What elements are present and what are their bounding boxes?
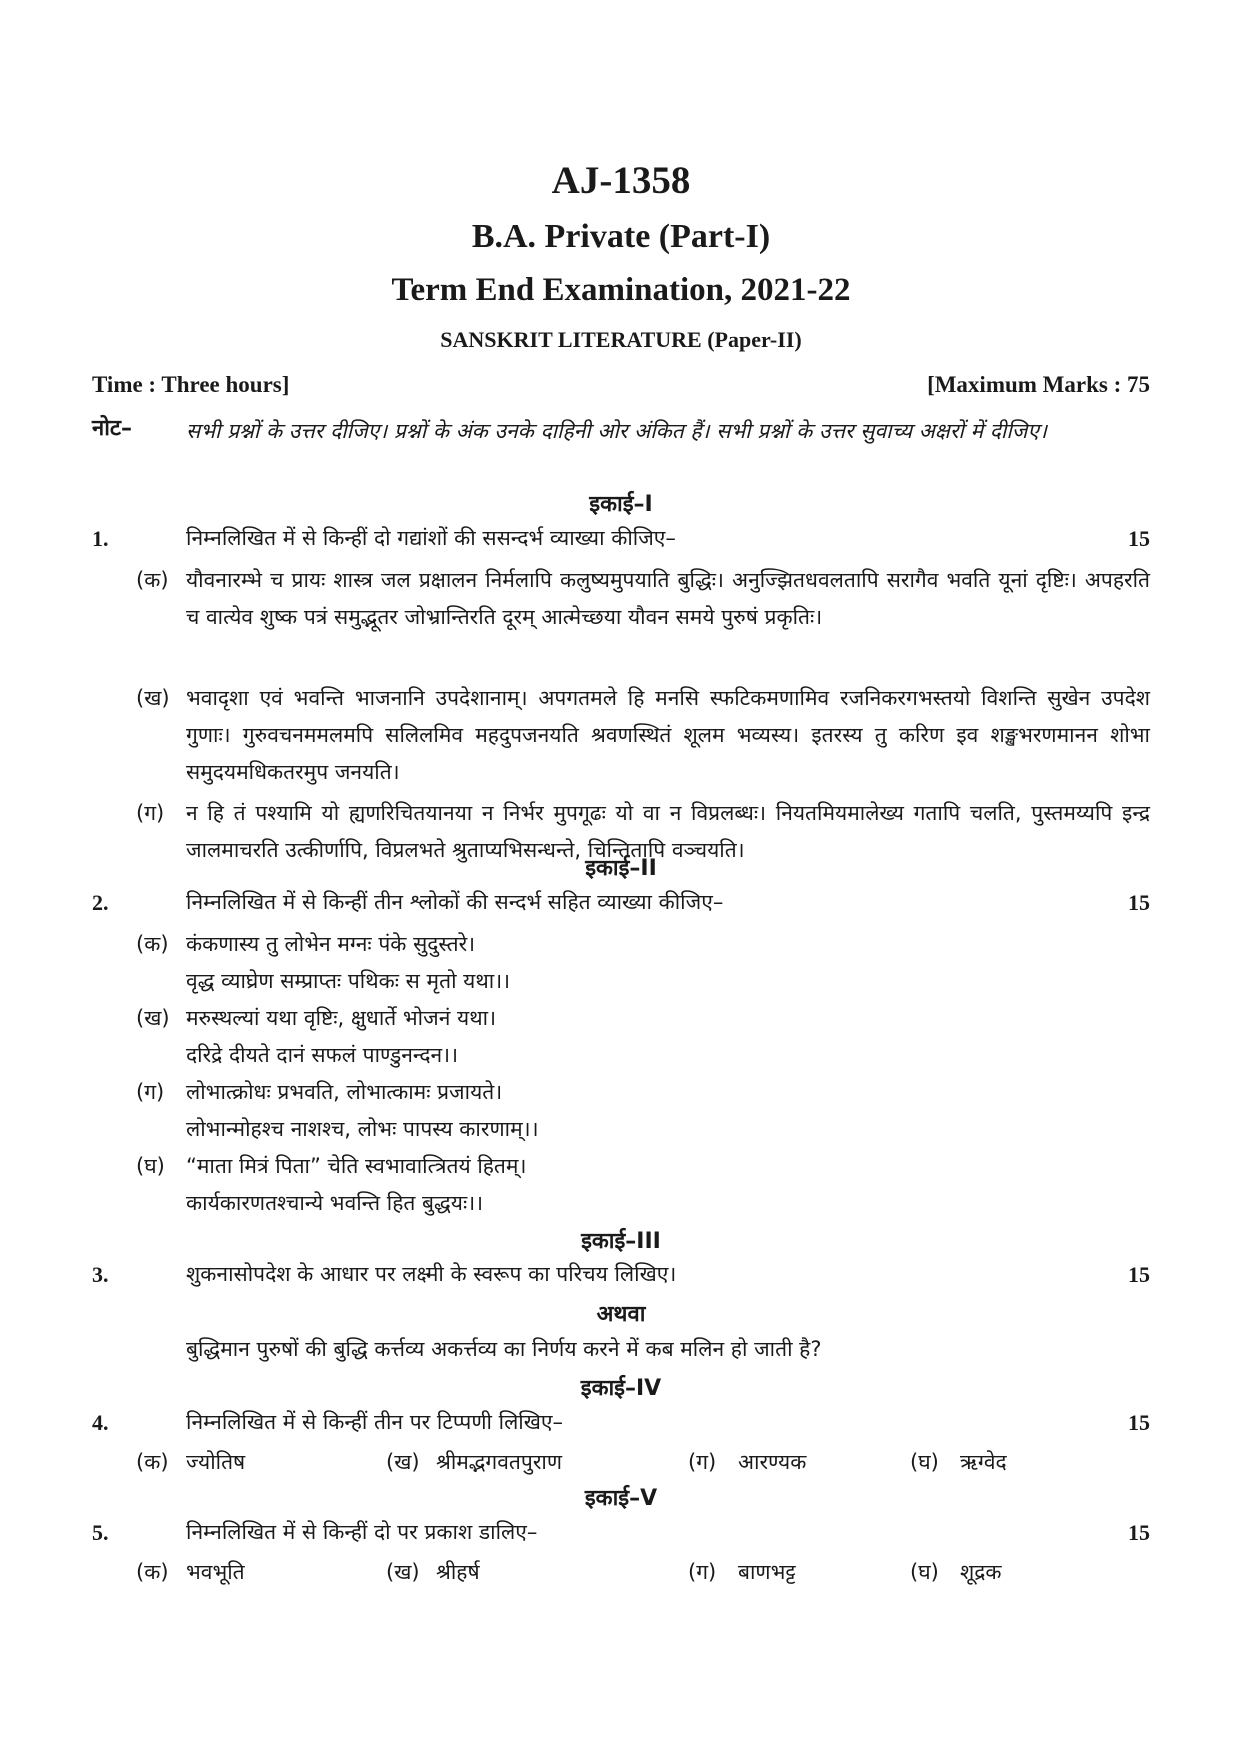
verse-line: “माता मित्रं पिता” चेति स्वभावात्त्रितयं हितम्। bbox=[186, 1154, 527, 1178]
question-marks-3: 15 bbox=[1128, 1262, 1150, 1287]
part-label: (ख) bbox=[136, 1006, 170, 1030]
note-label: नोट– bbox=[92, 416, 132, 441]
verse-line: दरिद्रे दीयते दानं सफलं पाण्डुनन्दन।। bbox=[186, 1043, 459, 1067]
option-label: (क) bbox=[136, 1560, 169, 1584]
option-label: (क) bbox=[136, 1450, 169, 1474]
option-label: (घ) bbox=[910, 1560, 939, 1584]
part-label: (क) bbox=[136, 932, 169, 956]
part-label: (घ) bbox=[136, 1154, 165, 1178]
paper-code: AJ-1358 bbox=[551, 159, 691, 202]
passage-text: न हि तं पश्यामि यो ह्यणरिचितयानया न निर्भर मुपगूढः यो वा न विप्रलब्धः। नियतमियमालेख्य गतापि चलति, पुस्तमय्यपि इन्द्र जालमाचरति उत्कीर्णापि, विप्रलभते श्रुताप्यभिसन्धन्ते, चिन्तितापि वञ्चयति। bbox=[186, 801, 1150, 862]
unit-heading-2: इकाई–II bbox=[585, 856, 657, 881]
note-text: सभी प्रश्नों के उत्तर दीजिए। प्रश्नों के अंक उनके दाहिनी ओर अंकित हैं। सभी प्रश्नों के उत्तर सुवाच्य अक्षरों में दीजिए। bbox=[186, 419, 1047, 443]
option-text: ऋग्वेद bbox=[960, 1450, 1007, 1474]
option-text: आरण्यक bbox=[738, 1450, 807, 1474]
option-label: (घ) bbox=[910, 1450, 939, 1474]
question-text-4: निम्नलिखित में से किन्हीं तीन पर टिप्पणी लिखिए– bbox=[186, 1410, 564, 1434]
course-title: B.A. Private (Part-I) bbox=[471, 218, 771, 255]
option-label: (ख) bbox=[386, 1450, 420, 1474]
option-text: श्रीहर्ष bbox=[436, 1560, 480, 1584]
exam-title: Term End Examination, 2021-22 bbox=[391, 272, 851, 308]
option-text: बाणभट्ट bbox=[738, 1560, 796, 1584]
verse-line: कंकणास्य तु लोभेन मग्नः पंके सुदुस्तरे। bbox=[186, 932, 476, 956]
question-text-3: शुकनासोपदेश के आधार पर लक्ष्मी के स्वरूप का परिचय लिखिए। bbox=[186, 1262, 677, 1286]
option-text: ज्योतिष bbox=[186, 1450, 246, 1474]
part-label: (ग) bbox=[136, 801, 165, 825]
question-marks-4: 15 bbox=[1128, 1410, 1150, 1435]
question-text-2: निम्नलिखित में से किन्हीं तीन श्लोकों की सन्दर्भ सहित व्याख्या कीजिए– bbox=[186, 890, 724, 914]
question-marks-5: 15 bbox=[1128, 1520, 1150, 1545]
option-text: भवभूति bbox=[186, 1560, 245, 1584]
question-number-4: 4. bbox=[92, 1410, 109, 1435]
maximum-marks: [Maximum Marks : 75 bbox=[927, 372, 1150, 397]
unit-heading-1: इकाई–I bbox=[589, 492, 653, 517]
part-label: (क) bbox=[136, 568, 169, 592]
question-number-5: 5. bbox=[92, 1520, 109, 1545]
option-text: शूद्रक bbox=[960, 1560, 1002, 1584]
question-number-2: 2. bbox=[92, 890, 109, 915]
unit-heading-4: इकाई–IV bbox=[580, 1376, 662, 1401]
part-label: (ग) bbox=[136, 1080, 165, 1104]
option-label: (ख) bbox=[386, 1560, 420, 1584]
part-label: (ख) bbox=[136, 686, 170, 710]
verse-line: लोभान्मोहश्च नाशश्च, लोभः पापस्य कारणाम्।। bbox=[186, 1117, 539, 1141]
subject-title: SANSKRIT LITERATURE (Paper-II) bbox=[440, 327, 802, 352]
verse-line: कार्यकारणतश्चान्ये भवन्ति हित बुद्धयः।। bbox=[186, 1191, 484, 1215]
question-number-1: 1. bbox=[92, 526, 109, 551]
passage-text: भवादृशा एवं भवन्ति भाजनानि उपदेशानाम्। अपगतमले हि मनसि स्फटिकमणामिव रजनिकरगभस्तयो विशन्ति सुखेन उपदेश गुणाः। गुरुवचनममलमपि सलिलमिव महदुपजनयति श्रवणस्थितं शूलम भव्यस्य। इतरस्य तु करिण इव शङ्खभरणमानन शोभा समुदयमधिकतरमुप जनयति। bbox=[186, 686, 1150, 784]
question-marks-1: 15 bbox=[1128, 526, 1150, 551]
time-allowed: Time : Three hours] bbox=[92, 372, 290, 397]
option-label: (ग) bbox=[688, 1560, 717, 1584]
option-text: श्रीमद्भगवतपुराण bbox=[436, 1450, 563, 1474]
verse-line: मरुस्थल्यां यथा वृष्टिः, क्षुधार्ते भोजनं यथा। bbox=[186, 1006, 497, 1030]
question-marks-2: 15 bbox=[1128, 890, 1150, 915]
verse-line: वृद्ध व्याघ्रेण सम्प्राप्तः पथिकः स मृतो यथा।। bbox=[186, 969, 511, 993]
alternate-question-text: बुद्धिमान पुरुषों की बुद्धि कर्त्तव्य अकर्त्तव्य का निर्णय करने में कब मलिन हो जाती है? bbox=[186, 1337, 822, 1361]
verse-line: लोभात्क्रोधः प्रभवति, लोभात्कामः प्रजायते। bbox=[186, 1080, 503, 1104]
question-text-5: निम्नलिखित में से किन्हीं दो पर प्रकाश डालिए– bbox=[186, 1520, 538, 1544]
or-divider: अथवा bbox=[596, 1302, 646, 1327]
option-label: (ग) bbox=[688, 1450, 717, 1474]
passage-text: यौवनारम्भे च प्रायः शास्त्र जल प्रक्षालन निर्मलापि कलुष्यमुपयाति बुद्धिः। अनुज्झितधवलतापि सरागैव भवति यूनां दृष्टिः। अपहरति च वात्येव शुष्क पत्रं समुद्भूतर जोभ्रान्तिरति दूरम् आत्मेच्छया यौवन समये पुरुषं प्रकृतिः। bbox=[186, 568, 1150, 629]
question-text-1: निम्नलिखित में से किन्हीं दो गद्यांशों की ससन्दर्भ व्याख्या कीजिए– bbox=[186, 526, 676, 550]
unit-heading-3: इकाई–III bbox=[581, 1229, 661, 1254]
unit-heading-5: इकाई–V bbox=[584, 1486, 658, 1511]
question-number-3: 3. bbox=[92, 1262, 109, 1287]
